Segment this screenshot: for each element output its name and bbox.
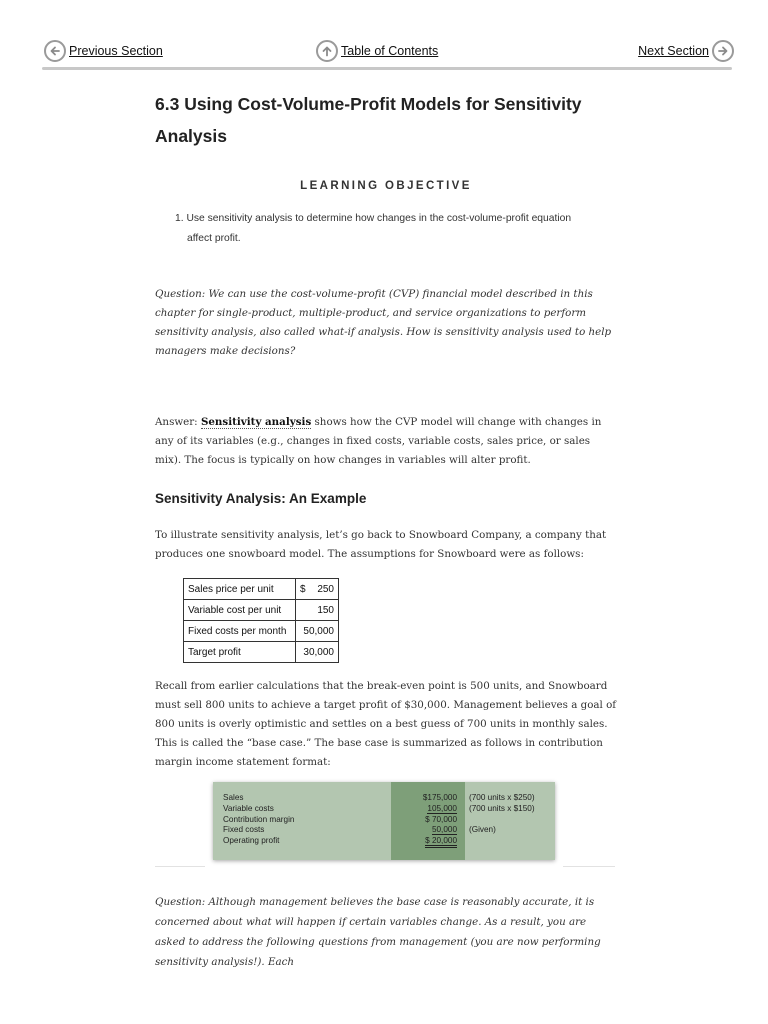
intro-paragraph: To illustrate sensitivity analysis, let’s go back to Snowboard Company, a company that produces one snowboard model. The assumptions for Snowboard were as follows: xyxy=(155,529,607,560)
figure-amount xyxy=(391,836,457,847)
objective-text: Use sensitivity analysis to determine how changes in the cost-volume-profit equation xyxy=(186,213,572,224)
value-text: 50,000 xyxy=(303,625,334,637)
table-cell-value xyxy=(296,642,339,663)
figure-divider-right xyxy=(563,866,615,867)
figure-amount-underlined: 50,000 xyxy=(431,825,457,835)
nav-divider xyxy=(42,67,732,70)
value-text: 250 xyxy=(317,583,334,595)
figure-divider-left xyxy=(155,866,205,867)
table-row xyxy=(184,642,339,663)
next-section-label[interactable]: Next Section xyxy=(638,44,709,58)
figure-amount: $ 70,000 xyxy=(425,814,457,824)
figure-amount-underlined: 105,000 xyxy=(427,803,457,813)
objective-text-continued: affect profit. xyxy=(187,233,241,244)
table-row xyxy=(184,621,339,642)
recall-paragraph: Recall from earlier calculations that the break-even point is 500 units, and Snowboard must sell 800 units to achieve a target profit of $30,000. Management believes a goal of 800 units is overly optimistic and settles on a best guess of 700 units in monthly sales. This is called the “base case.” The base case is summarized as follows in contribution margin income statement format: xyxy=(155,680,617,768)
figure-note: (Given) xyxy=(469,825,496,835)
table-cell-label: Variable cost per unit xyxy=(184,600,296,621)
currency-symbol: $ xyxy=(300,583,306,595)
table-cell-value xyxy=(296,579,339,600)
learning-objective-list xyxy=(175,209,575,249)
next-section-link[interactable] xyxy=(638,40,734,62)
learning-objective-heading: LEARNING OBJECTIVE xyxy=(300,180,472,192)
figure-label: Variable costs xyxy=(223,803,274,813)
value-text: 150 xyxy=(317,604,334,616)
section-subheading: Sensitivity Analysis: An Example xyxy=(155,491,367,506)
figure-label: Sales xyxy=(223,793,244,802)
list-item xyxy=(175,209,575,229)
table-cell-value xyxy=(296,621,339,642)
table-cell-label: Target profit xyxy=(184,642,296,663)
arrow-left-icon xyxy=(44,40,66,62)
arrow-up-icon xyxy=(316,40,338,62)
figure-note: (700 units x $150) xyxy=(469,803,535,813)
value-text: 30,000 xyxy=(303,646,334,658)
figure-note xyxy=(469,836,555,847)
table-cell-value xyxy=(296,600,339,621)
glossary-term-link[interactable]: Sensitivity analysis xyxy=(200,416,312,428)
figure-amounts-column xyxy=(391,782,465,860)
figure-amount xyxy=(391,804,457,815)
table-row xyxy=(184,579,339,600)
arrow-right-icon xyxy=(712,40,734,62)
figure-note: (700 units x $250) xyxy=(469,793,535,802)
objective-number: 1. xyxy=(175,213,184,224)
figure-note xyxy=(469,815,555,826)
table-of-contents-link[interactable] xyxy=(316,40,438,62)
answer-prefix: Answer: xyxy=(155,416,201,428)
top-navigation xyxy=(0,0,768,70)
table-of-contents-label[interactable]: Table of Contents xyxy=(341,44,439,58)
answer-paragraph xyxy=(155,413,617,470)
figure-labels-column xyxy=(223,782,393,860)
table-cell-label: Sales price per unit xyxy=(184,579,296,600)
previous-section-label[interactable]: Previous Section xyxy=(69,44,163,58)
figure-amount xyxy=(391,825,457,836)
figure-label: Operating profit xyxy=(223,836,280,846)
assumptions-table xyxy=(183,578,339,663)
figure-amount: $175,000 xyxy=(422,793,457,802)
previous-section-link[interactable] xyxy=(44,40,163,62)
main-content xyxy=(155,88,617,772)
question-paragraph: Question: We can use the cost-volume-profit (CVP) financial model described in this chapter for single-product, multiple-product, and service organizations to perform sensitivity analysis, also called what-if analysis. How is sensitivity analysis used to help managers make decisions? xyxy=(155,288,612,357)
income-statement-figure xyxy=(213,782,555,860)
table-row xyxy=(184,600,339,621)
figure-notes-column xyxy=(469,782,555,860)
figure-label: Contribution margin xyxy=(223,814,295,824)
page-title: 6.3 Using Cost-Volume-Profit Models for Sensitivity Analysis xyxy=(155,94,582,146)
answer-text: shows how the CVP model will change with changes in any of its variables (e.g., changes in fixed costs, variable costs, sales price, or sales mix). The focus is typically on how changes in variables will alter profit. xyxy=(155,416,602,466)
question-paragraph-2: Question: Although management believes the base case is reasonably accurate, it is concerned about what will happen if certain variables change. As a result, you are asked to address the following questions from management (you are now performing sensitivity analysis!). Each xyxy=(155,896,601,968)
table-cell-label: Fixed costs per month xyxy=(184,621,296,642)
figure-label: Fixed costs xyxy=(223,825,265,835)
figure-amount-double-underlined: $ 20,000 xyxy=(425,836,457,848)
